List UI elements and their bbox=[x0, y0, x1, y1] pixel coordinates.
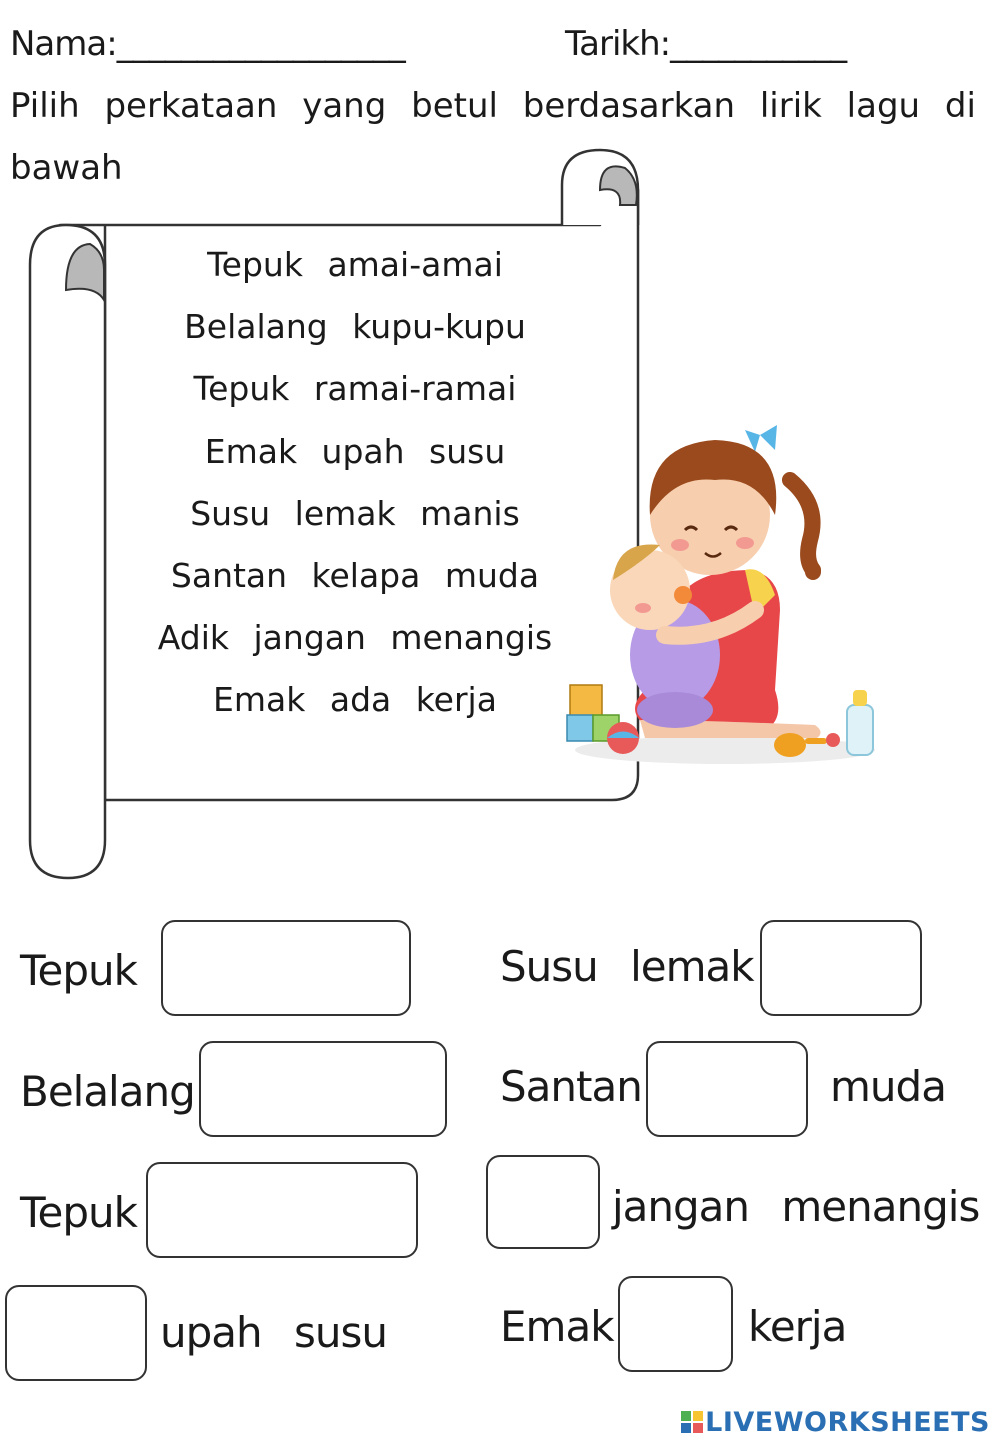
q8-prefix: Emak bbox=[500, 1302, 614, 1351]
lyric-line: Susu lemak manis bbox=[190, 493, 520, 533]
q6-suffix: muda bbox=[830, 1062, 946, 1111]
name-label: Nama: bbox=[10, 24, 117, 64]
song-lyrics bbox=[110, 240, 600, 738]
lyric-line: Tepuk ramai-ramai bbox=[193, 369, 517, 409]
date-field bbox=[565, 24, 846, 64]
q1-prefix: Tepuk bbox=[20, 946, 137, 995]
date-blank-line[interactable]: ___________ bbox=[670, 24, 847, 64]
liveworksheets-watermark bbox=[681, 1407, 990, 1438]
q6-prefix: Santan bbox=[500, 1062, 642, 1111]
lyric-line: Tepuk amai-amai bbox=[207, 245, 503, 284]
q8-suffix: kerja bbox=[748, 1302, 847, 1351]
q6-answer-box[interactable] bbox=[646, 1041, 808, 1137]
q4-answer-box[interactable] bbox=[5, 1285, 147, 1381]
q3-answer-box[interactable] bbox=[146, 1162, 418, 1258]
brand-name: LIVEWORKSHEETS bbox=[705, 1407, 990, 1438]
lyric-line: Santan kelapa muda bbox=[170, 555, 540, 595]
q2-answer-box[interactable] bbox=[199, 1041, 447, 1137]
lyric-line: Adik jangan menangis bbox=[157, 618, 553, 658]
q4-suffix: upah susu bbox=[160, 1308, 387, 1357]
name-field bbox=[10, 24, 405, 64]
girl-hugging-baby-illustration bbox=[555, 420, 885, 770]
lyric-line: Belalang kupu-kupu bbox=[184, 307, 526, 347]
q2-prefix: Belalang bbox=[20, 1067, 195, 1116]
lyric-line: Emak ada kerja bbox=[213, 680, 497, 720]
lyric-line: Emak upah susu bbox=[204, 431, 506, 471]
q5-answer-box[interactable] bbox=[760, 920, 922, 1016]
name-blank-line[interactable]: __________________ bbox=[116, 24, 405, 64]
q5-prefix: Susu lemak bbox=[500, 942, 754, 991]
q8-answer-box[interactable] bbox=[618, 1276, 733, 1372]
q3-prefix: Tepuk bbox=[20, 1188, 137, 1237]
date-label: Tarikh: bbox=[565, 24, 671, 64]
instruction-line-1: Pilih perkataan yang betul berdasarkan lirik lagu di bbox=[10, 86, 976, 126]
q7-suffix: jangan menangis bbox=[612, 1182, 980, 1231]
q7-answer-box[interactable] bbox=[486, 1155, 600, 1249]
instruction-line-2: bawah bbox=[10, 148, 123, 188]
liveworksheets-logo-icon bbox=[681, 1411, 703, 1433]
q1-answer-box[interactable] bbox=[161, 920, 411, 1016]
